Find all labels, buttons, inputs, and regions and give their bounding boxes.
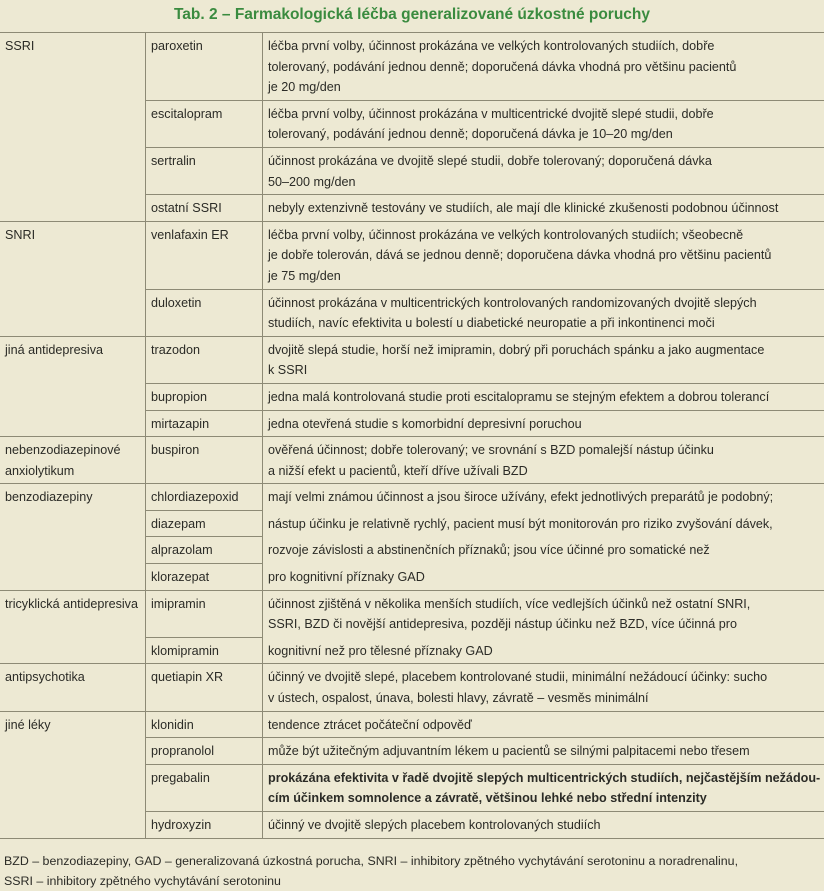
drug-note-cell <box>263 484 824 511</box>
drug-note-cell <box>263 564 824 591</box>
drug-group-cell: tricyklická antidepresiva <box>0 590 146 637</box>
drug-group-cell <box>0 383 146 410</box>
drug-name-cell: paroxetin <box>146 33 263 101</box>
drug-group-cell <box>0 738 146 765</box>
drug-note-cell <box>263 637 824 664</box>
note-line: v ústech, ospalost, únava, bolesti hlavy, závratě – vesměs minimální <box>268 688 824 709</box>
drug-name-cell: buspiron <box>146 437 263 484</box>
drug-name-cell: alprazolam <box>146 537 263 564</box>
drug-name-cell: propranolol <box>146 738 263 765</box>
drug-name-cell: trazodon <box>146 336 263 383</box>
drug-group-cell <box>0 410 146 437</box>
drug-group-cell: nebenzodiazepinové anxiolytikum <box>0 437 146 484</box>
drug-note-cell <box>263 289 824 336</box>
drug-group-cell <box>0 195 146 222</box>
drug-note-cell <box>263 383 824 410</box>
drug-note-cell <box>263 812 824 838</box>
drug-name-cell: klorazepat <box>146 564 263 591</box>
table-row <box>0 537 824 564</box>
note-line: tolerovaný, podávání jednou denně; doporučená dávka vhodná pro většinu pacientů <box>268 57 824 78</box>
drug-group-cell <box>0 637 146 664</box>
drug-name-cell: hydroxyzin <box>146 812 263 838</box>
drug-name-cell: ostatní SSRI <box>146 195 263 222</box>
drug-note-cell <box>263 221 824 289</box>
drug-note-cell <box>263 664 824 711</box>
note-line: tolerovaný, podávání jednou denně; doporučená dávka je 10–20 mg/den <box>268 124 824 145</box>
note-line: je 75 mg/den <box>268 266 824 287</box>
note-line: léčba první volby, účinnost prokázána ve velkých kontrolovaných studiích; všeobecně <box>268 225 824 246</box>
table-title: Tab. 2 – Farmakologická léčba generalizované úzkostné poruchy <box>0 0 824 32</box>
drug-name-cell: klonidin <box>146 711 263 738</box>
note-line: léčba první volby, účinnost prokázána ve velkých kontrolovaných studiích, dobře <box>268 36 824 57</box>
drug-group-cell <box>0 510 146 537</box>
drug-name-cell: venlafaxin ER <box>146 221 263 289</box>
table-row <box>0 221 824 289</box>
note-line: může být užitečným adjuvantním lékem u pacientů se silnými palpitacemi nebo třesem <box>268 741 824 762</box>
drug-table-body <box>0 33 824 838</box>
note-line: léčba první volby, účinnost prokázána v multicentrické dvojitě slepé studii, dobře <box>268 104 824 125</box>
drug-note-cell <box>263 100 824 147</box>
drug-name-cell: bupropion <box>146 383 263 410</box>
note-line: kognitivní než pro tělesné příznaky GAD <box>268 641 824 662</box>
note-line: účinný ve dvojitě slepé, placebem kontrolované studii, minimální nežádoucí účinky: sucho <box>268 667 824 688</box>
drug-name-cell: escitalopram <box>146 100 263 147</box>
table-row <box>0 383 824 410</box>
drug-group-cell <box>0 537 146 564</box>
drug-group-cell <box>0 764 146 811</box>
note-line: pro kognitivní příznaky GAD <box>268 567 824 588</box>
drug-name-cell: imipramin <box>146 590 263 637</box>
drug-note-cell <box>263 33 824 101</box>
drug-group-cell <box>0 812 146 838</box>
table-row <box>0 510 824 537</box>
table-row <box>0 336 824 383</box>
footnote-line: SSRI – inhibitory zpětného vychytávání serotoninu <box>4 871 820 891</box>
drug-note-cell <box>263 147 824 194</box>
drug-name-cell: sertralin <box>146 147 263 194</box>
note-line: jedna otevřená studie s komorbidní depresivní poruchou <box>268 414 824 435</box>
table-row <box>0 711 824 738</box>
table-row <box>0 590 824 637</box>
drug-note-cell <box>263 437 824 484</box>
note-line: nebyly extenzivně testovány ve studiích, ale mají dle klinické zkušenosti podobnou účinnost <box>268 198 824 219</box>
table-row <box>0 664 824 711</box>
drug-note-cell <box>263 195 824 222</box>
table-row <box>0 812 824 838</box>
note-line: cím účinkem somnolence a závratě, většinou lehké nebo střední intenzity <box>268 788 824 809</box>
drug-name-cell: chlordiazepoxid <box>146 484 263 511</box>
drug-group-cell <box>0 100 146 147</box>
drug-group-cell: SNRI <box>0 221 146 289</box>
table-row <box>0 195 824 222</box>
table-row <box>0 437 824 484</box>
table-row <box>0 410 824 437</box>
drug-group-cell: jiné léky <box>0 711 146 738</box>
footnote <box>0 838 824 891</box>
note-line: dvojitě slepá studie, horší než imipramin, dobrý při poruchách spánku a jako augmentace <box>268 340 824 361</box>
drug-name-cell: quetiapin XR <box>146 664 263 711</box>
drug-table <box>0 32 824 838</box>
note-line: účinnost prokázána v multicentrických kontrolovaných randomizovaných dvojitě slepých <box>268 293 824 314</box>
note-line: tendence ztrácet počáteční odpověď <box>268 715 824 736</box>
note-line: nástup účinku je relativně rychlý, pacient musí být monitorován pro riziko zvyšování dávek, <box>268 514 824 535</box>
drug-note-cell <box>263 336 824 383</box>
drug-group-cell <box>0 147 146 194</box>
drug-name-cell: pregabalin <box>146 764 263 811</box>
note-line: účinnost zjištěná v několika menších studiích, více vedlejších účinků než ostatní SNRI, <box>268 594 824 615</box>
drug-note-cell <box>263 590 824 637</box>
table-row <box>0 33 824 101</box>
note-line: studiích, navíc efektivita u bolestí u diabetické neuropatie a při inkontinenci moči <box>268 313 824 334</box>
note-line: jedna malá kontrolovaná studie proti escitalopramu se stejným efektem a dobrou tolerancí <box>268 387 824 408</box>
note-line: je 20 mg/den <box>268 77 824 98</box>
drug-group-cell: jiná antidepresiva <box>0 336 146 383</box>
drug-name-cell: klomipramin <box>146 637 263 664</box>
note-line: účinnost prokázána ve dvojitě slepé studii, dobře tolerovaný; doporučená dávka <box>268 151 824 172</box>
drug-note-cell <box>263 537 824 564</box>
table-row <box>0 738 824 765</box>
table-row <box>0 564 824 591</box>
note-line: účinný ve dvojitě slepých placebem kontrolovaných studiích <box>268 815 824 836</box>
note-line: a nižší efekt u pacientů, kteří dříve užívali BZD <box>268 461 824 482</box>
table-row <box>0 637 824 664</box>
drug-note-cell <box>263 738 824 765</box>
drug-note-cell <box>263 711 824 738</box>
note-line: SSRI, BZD či novější antidepresiva, později nástup účinku než BZD, více účinná pro <box>268 614 824 635</box>
table-row <box>0 147 824 194</box>
drug-group-cell: SSRI <box>0 33 146 101</box>
table-row <box>0 100 824 147</box>
note-line: prokázána efektivita v řadě dvojitě slepých multicentrických studiích, nejčastějším nežádou- <box>268 768 824 789</box>
drug-note-cell <box>263 764 824 811</box>
note-line: k SSRI <box>268 360 824 381</box>
drug-name-cell: mirtazapin <box>146 410 263 437</box>
drug-group-cell <box>0 564 146 591</box>
table-row <box>0 484 824 511</box>
drug-note-cell <box>263 410 824 437</box>
note-line: mají velmi známou účinnost a jsou široce užívány, efekt jednotlivých preparátů je podobný; <box>268 487 824 508</box>
drug-group-cell: benzodiazepiny <box>0 484 146 511</box>
note-line: ověřená účinnost; dobře tolerovaný; ve srovnání s BZD pomalejší nástup účinku <box>268 440 824 461</box>
drug-name-cell: duloxetin <box>146 289 263 336</box>
note-line: je dobře tolerován, dává se jednou denně; doporučena dávka vhodná pro většinu pacientů <box>268 245 824 266</box>
table-row <box>0 764 824 811</box>
table-row <box>0 289 824 336</box>
drug-group-cell <box>0 289 146 336</box>
footnote-line: BZD – benzodiazepiny, GAD – generalizovaná úzkostná porucha, SNRI – inhibitory zpětného vychytávání serotoninu a noradrenalinu, <box>4 851 820 871</box>
drug-group-cell: antipsychotika <box>0 664 146 711</box>
drug-name-cell: diazepam <box>146 510 263 537</box>
drug-note-cell <box>263 510 824 537</box>
note-line: rozvoje závislosti a abstinenčních příznaků; jsou více účinné pro somatické než <box>268 540 824 561</box>
note-line: 50–200 mg/den <box>268 172 824 193</box>
